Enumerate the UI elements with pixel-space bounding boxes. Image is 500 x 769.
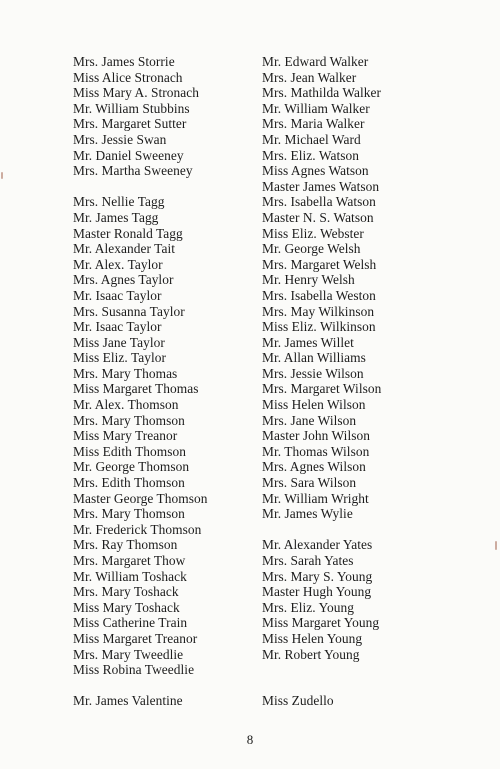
list-spacer <box>73 179 248 195</box>
passenger-name: Mr. Isaac Taylor <box>73 319 162 335</box>
passenger-name: Mrs. Susanna Taylor <box>73 303 185 319</box>
passenger-name: Miss Eliz. Taylor <box>73 350 167 366</box>
passenger-name: Master John Wilson <box>262 428 370 444</box>
passenger-name: Mrs. Agnes Taylor <box>73 272 174 288</box>
scan-mark-left <box>1 172 3 179</box>
passenger-name: Miss Zudello <box>262 693 334 709</box>
passenger-name: Mr. Alex. Thomson <box>73 397 179 413</box>
passenger-name: Mr. Edward Walker <box>262 54 369 69</box>
list-spacer <box>262 522 462 538</box>
passenger-name: Mrs. Edith Thomson <box>73 475 185 491</box>
passenger-name: Mr. William Walker <box>262 100 370 116</box>
passenger-name: Mr. Thomas Wilson <box>262 443 370 459</box>
passenger-name: Mrs. May Wilkinson <box>262 303 375 319</box>
passenger-name: Mrs. Maria Walker <box>262 116 365 132</box>
passenger-name: Mrs. Jean Walker <box>262 69 357 85</box>
passenger-name: Mr. Daniel Sweeney <box>73 147 184 163</box>
passenger-name: Mr. William Wright <box>262 490 369 506</box>
passenger-name: Mrs. Sara Wilson <box>262 475 357 491</box>
passenger-name: Mr. James Tagg <box>73 209 159 225</box>
passenger-name: Mrs. Eliz. Watson <box>262 147 359 163</box>
passenger-name: Miss Margaret Treanor <box>73 630 198 646</box>
passenger-name: Miss Margaret Thomas <box>73 381 199 397</box>
passenger-name: Mr. Alexander Tait <box>73 241 175 257</box>
passenger-name: Mr. James Willet <box>262 334 354 350</box>
passenger-name: Mrs. Jane Wilson <box>262 412 357 428</box>
passenger-name: Miss Helen Young <box>262 630 363 646</box>
passenger-name: Mrs. Mary Thomson <box>73 412 185 428</box>
passenger-name: Miss Margaret Young <box>262 615 380 631</box>
passenger-name: Mr. Alex. Taylor <box>73 256 163 272</box>
passenger-name: Mrs. Margaret Sutter <box>73 116 187 132</box>
passenger-name: Mrs. Jessie Swan <box>73 131 167 147</box>
passenger-name: Mrs. Eliz. Young <box>262 599 354 615</box>
passenger-name: Mr. William Toshack <box>73 568 187 584</box>
passenger-name: Mrs. Margaret Wilson <box>262 381 382 397</box>
passenger-name: Mr. George Welsh <box>262 241 361 257</box>
passenger-name: Miss Eliz. Webster <box>262 225 364 241</box>
passenger-name: Mrs. Margaret Welsh <box>262 256 377 272</box>
passenger-name: Master Ronald Tagg <box>73 225 183 241</box>
passenger-name: Mr. James Wylie <box>262 506 353 522</box>
passenger-name: Mrs. James Storrie <box>73 54 175 69</box>
passenger-name: Mr. Alexander Yates <box>262 537 373 553</box>
passenger-name: Miss Alice Stronach <box>73 69 183 85</box>
passenger-name: Mr. James Valentine <box>73 693 183 709</box>
passenger-name: Mrs. Mary S. Young <box>262 568 373 584</box>
passenger-name: Mr. Frederick Thomson <box>73 521 202 537</box>
passenger-name: Miss Mary A. Stronach <box>73 85 200 101</box>
passenger-name: Mr. Robert Young <box>262 646 360 662</box>
passenger-name: Miss Robina Tweedlie <box>73 662 195 678</box>
passenger-name: Master James Watson <box>262 178 380 194</box>
passenger-name: Mrs. Agnes Wilson <box>262 459 366 475</box>
passenger-name: Mrs. Mathilda Walker <box>262 85 382 101</box>
passenger-name: Mr. William Stubbins <box>73 100 190 116</box>
passenger-name: Mr. Isaac Taylor <box>73 287 162 303</box>
passenger-name: Miss Eliz. Wilkinson <box>262 319 376 335</box>
passenger-name: Miss Helen Wilson <box>262 397 366 413</box>
passenger-name: Mrs. Nellie Tagg <box>73 194 165 210</box>
list-spacer <box>262 662 462 678</box>
scan-mark-right <box>495 541 497 550</box>
passenger-name: Mrs. Martha Sweeney <box>73 163 193 179</box>
passenger-name: Mr. Allan Williams <box>262 350 366 366</box>
page-number: 8 <box>246 732 254 747</box>
passenger-name: Master N. S. Watson <box>262 209 374 225</box>
passenger-name: Miss Catherine Train <box>73 615 188 631</box>
list-spacer <box>262 678 462 694</box>
passenger-name: Master George Thomson <box>73 490 208 506</box>
passenger-name: Mrs. Ray Thomson <box>73 537 178 553</box>
passenger-name: Miss Jane Taylor <box>73 334 165 350</box>
passenger-name: Mr. Henry Welsh <box>262 272 355 288</box>
passenger-name: Mrs. Mary Toshack <box>73 584 179 600</box>
passenger-name: Mrs. Isabella Weston <box>262 287 376 303</box>
passenger-name: Mrs. Mary Tweedlie <box>73 646 184 662</box>
right-name-column <box>262 54 462 709</box>
list-spacer <box>73 678 248 694</box>
passenger-name: Mr. George Thomson <box>73 459 190 475</box>
passenger-name: Mrs. Isabella Watson <box>262 194 376 210</box>
left-name-column <box>73 54 248 709</box>
passenger-name: Miss Mary Treanor <box>73 428 178 444</box>
passenger-name: Mrs. Mary Thomson <box>73 506 185 522</box>
passenger-name: Miss Mary Toshack <box>73 599 180 615</box>
passenger-name: Miss Agnes Watson <box>262 163 369 179</box>
passenger-name: Mrs. Jessie Wilson <box>262 365 364 381</box>
passenger-name: Mrs. Margaret Thow <box>73 553 186 568</box>
passenger-name: Mrs. Sarah Yates <box>262 553 354 568</box>
passenger-name: Miss Edith Thomson <box>73 443 187 459</box>
passenger-name: Master Hugh Young <box>262 584 372 600</box>
passenger-name: Mr. Michael Ward <box>262 131 361 147</box>
passenger-name: Mrs. Mary Thomas <box>73 365 178 381</box>
